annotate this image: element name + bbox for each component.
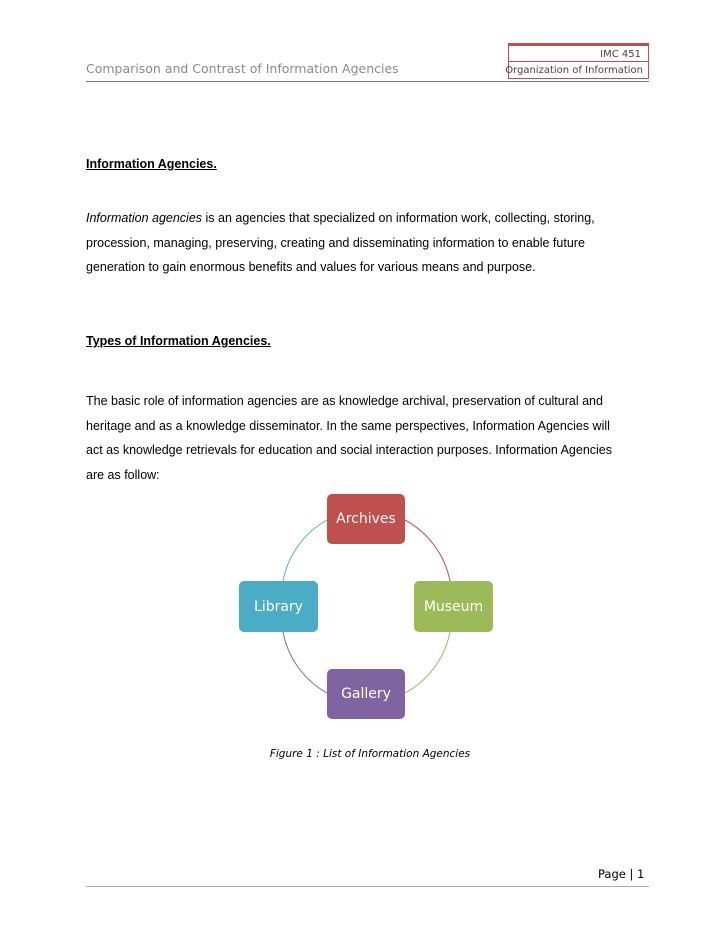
paragraph-line: heritage and as a knowledge disseminator. In the same perspectives, Information Agencies will: [86, 418, 610, 433]
section-heading-information-agencies: Information Agencies.: [86, 157, 217, 171]
header-rule: [86, 81, 649, 82]
course-name: Organization of Information: [505, 65, 643, 76]
paragraph-line: act as knowledge retrievals for education and social interaction purposes. Information Agencies: [86, 443, 612, 457]
arc-archives-museum: [405, 520, 450, 581]
node-museum: Museum: [414, 581, 493, 632]
course-box-divider: [509, 61, 648, 62]
arc-museum-gallery: [405, 632, 450, 693]
section-heading-types: Types of Information Agencies.: [86, 334, 271, 348]
paragraph-line: generation to gain enormous benefits and values for various means and purpose.: [86, 260, 536, 274]
figure-caption: Figure 1 : List of Information Agencies: [269, 748, 471, 760]
paragraph-line-text: is an agencies that specialized on information work, collecting, storing,: [202, 211, 595, 225]
page-number: Page | 1: [598, 867, 645, 881]
paragraph-line: The basic role of information agencies are as knowledge archival, preservation of cultural and: [86, 394, 603, 408]
document-title: Comparison and Contrast of Information Agencies: [86, 61, 399, 76]
paragraph-line: [86, 206, 646, 231]
paragraph-line: procession, managing, preserving, creating and disseminating information to enable future: [86, 235, 585, 250]
arc-archives-library: [283, 520, 327, 581]
node-gallery: Gallery: [327, 669, 405, 719]
footer-rule: [86, 886, 649, 887]
paragraph-roles: [86, 389, 646, 487]
node-archives: Archives: [327, 494, 405, 544]
course-box: [505, 43, 649, 79]
emphasis-term: Information agencies: [86, 211, 203, 225]
paragraph-line: are as follow:: [86, 467, 160, 482]
course-code: IMC 451: [600, 49, 641, 60]
node-library: Library: [239, 581, 318, 632]
arc-gallery-library: [283, 632, 327, 693]
paragraph-definition: [86, 206, 646, 280]
